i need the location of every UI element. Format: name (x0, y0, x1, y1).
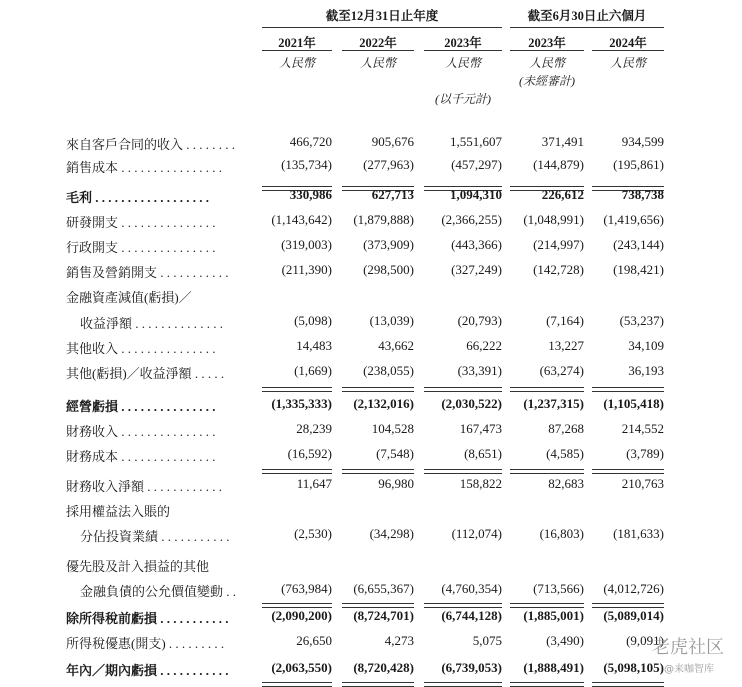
row-value-col-2: (8,720,428) (353, 660, 414, 675)
row-value-col-1: (319,003) (281, 237, 332, 252)
row-value-col-2: 905,676 (371, 134, 414, 149)
row-label: 除所得稅前虧損 . . . . . . . . . . . (66, 611, 229, 626)
subtotal-rule (510, 387, 584, 388)
header-currency-1: 人民幣 (278, 56, 315, 70)
subtotal-rule (342, 391, 414, 392)
row-label: 經營虧損 . . . . . . . . . . . . . . . (66, 399, 216, 414)
row-label: 財務收入淨額 . . . . . . . . . . . . (66, 479, 223, 494)
row-value-col-2: 627,713 (371, 187, 414, 202)
row-value-col-4: 226,612 (541, 187, 584, 202)
row-value-col-1: 14,483 (296, 338, 332, 353)
row-label: 研發開支 . . . . . . . . . . . . . . . (66, 215, 216, 230)
subtotal-rule (592, 603, 664, 604)
header-currency-4: 人民幣 (528, 56, 565, 70)
subtotal-rule (342, 387, 414, 388)
row-value-col-1: (763,984) (281, 581, 332, 596)
row-value-col-3: 158,822 (459, 476, 502, 491)
row-value-col-2: (8,724,701) (353, 608, 414, 623)
row-label: 收益淨額 . . . . . . . . . . . . . . (80, 316, 224, 331)
row-value-col-3: (443,366) (451, 237, 502, 252)
row-value-col-5: (1,419,656) (603, 212, 664, 227)
header-year-2023-h1: 2023年 (528, 36, 566, 50)
row-value-col-3: 167,473 (459, 421, 502, 436)
row-value-col-1: 11,647 (296, 476, 332, 491)
subtotal-rule (510, 391, 584, 392)
total-rule (510, 682, 584, 683)
header-rule-col-1 (262, 50, 332, 51)
row-label: 金融負債的公允價值變動 . . (80, 584, 237, 599)
row-value-col-5: (9,091) (626, 633, 664, 648)
total-rule (262, 682, 332, 683)
subtotal-rule (510, 603, 584, 604)
row-value-col-1: 26,650 (296, 633, 332, 648)
subtotal-rule (592, 391, 664, 392)
row-value-col-4: 87,268 (548, 421, 584, 436)
subtotal-rule (424, 469, 502, 470)
row-value-col-4: (713,566) (533, 581, 584, 596)
row-value-col-2: (2,132,016) (353, 396, 414, 411)
subtotal-rule (592, 469, 664, 470)
row-value-col-4: (214,997) (533, 237, 584, 252)
row-value-col-5: 210,763 (621, 476, 664, 491)
header-currency-5: 人民幣 (609, 56, 646, 70)
header-unit-note: (以千元計) (435, 92, 491, 106)
row-value-col-4: (3,490) (546, 633, 584, 648)
row-value-col-4: 371,491 (541, 134, 584, 149)
row-value-col-5: 214,552 (621, 421, 664, 436)
row-value-col-3: (2,030,522) (441, 396, 502, 411)
header-group-year-rule (262, 27, 502, 28)
subtotal-rule (424, 387, 502, 388)
subtotal-rule (262, 391, 332, 392)
row-value-col-5: (1,105,418) (603, 396, 664, 411)
row-value-col-1: (2,530) (294, 526, 332, 541)
header-rule-col-3 (424, 50, 502, 51)
row-label: 銷售及營銷開支 . . . . . . . . . . . (66, 265, 229, 280)
row-label: 分佔投資業績 . . . . . . . . . . . (80, 529, 230, 544)
row-value-col-4: (1,885,001) (523, 608, 584, 623)
subtotal-rule (592, 387, 664, 388)
row-value-col-4: (7,164) (546, 313, 584, 328)
row-value-col-2: 43,662 (378, 338, 414, 353)
watermark-tiger-community: 老虎社区 (652, 637, 724, 658)
subtotal-rule (424, 473, 502, 474)
row-value-col-3: (8,651) (464, 446, 502, 461)
row-label: 年內／期內虧損 . . . . . . . . . . . (66, 663, 229, 678)
row-value-col-1: (2,090,200) (271, 608, 332, 623)
row-value-col-2: (6,655,367) (353, 581, 414, 596)
header-unaudited-note: (未經審計) (519, 74, 575, 88)
header-year-2024-h1: 2024年 (609, 36, 647, 50)
subtotal-rule (424, 391, 502, 392)
row-value-col-5: (53,237) (619, 313, 664, 328)
subtotal-rule (262, 469, 332, 470)
row-value-col-1: (1,143,642) (271, 212, 332, 227)
row-value-col-2: 4,273 (384, 633, 414, 648)
subtotal-rule (342, 473, 414, 474)
row-label: 來自客戶合同的收入 . . . . . . . . (66, 137, 236, 152)
row-value-col-3: 5,075 (472, 633, 502, 648)
row-label: 財務收入 . . . . . . . . . . . . . . . (66, 424, 216, 439)
subtotal-rule (424, 603, 502, 604)
row-value-col-5: (3,789) (626, 446, 664, 461)
row-value-col-5: (198,421) (613, 262, 664, 277)
row-value-col-2: (7,548) (376, 446, 414, 461)
row-value-col-2: (13,039) (369, 313, 414, 328)
row-value-col-3: (6,744,128) (441, 608, 502, 623)
row-value-col-3: (457,297) (451, 157, 502, 172)
total-rule (342, 682, 414, 683)
row-value-col-2: (238,055) (363, 363, 414, 378)
subtotal-rule (342, 469, 414, 470)
row-value-col-4: 82,683 (548, 476, 584, 491)
row-value-col-2: (34,298) (369, 526, 414, 541)
row-value-col-5: (181,633) (613, 526, 664, 541)
row-label: 行政開支 . . . . . . . . . . . . . . . (66, 240, 216, 255)
row-value-col-3: (2,366,255) (441, 212, 502, 227)
subtotal-rule (262, 473, 332, 474)
row-value-col-4: (1,048,991) (523, 212, 584, 227)
row-value-col-3: 1,551,607 (450, 134, 502, 149)
row-label: 其他收入 . . . . . . . . . . . . . . . (66, 341, 216, 356)
row-value-col-2: (1,879,888) (353, 212, 414, 227)
row-value-col-3: (20,793) (457, 313, 502, 328)
row-value-col-2: (277,963) (363, 157, 414, 172)
row-value-col-3: (327,249) (451, 262, 502, 277)
subtotal-rule (342, 603, 414, 604)
row-value-col-1: (135,734) (281, 157, 332, 172)
row-value-col-4: (144,879) (533, 157, 584, 172)
header-rule-col-2 (342, 50, 414, 51)
row-value-col-4: (1,888,491) (523, 660, 584, 675)
row-label: 財務成本 . . . . . . . . . . . . . . . (66, 449, 216, 464)
row-value-col-1: (2,063,550) (271, 660, 332, 675)
row-label: 其他(虧損)／收益淨額 . . . . . (66, 366, 225, 381)
row-value-col-3: 1,094,310 (450, 187, 502, 202)
row-value-col-1: (1,335,333) (271, 396, 332, 411)
row-value-col-4: (1,237,315) (523, 396, 584, 411)
row-value-col-4: (4,585) (546, 446, 584, 461)
row-value-col-3: 66,222 (466, 338, 502, 353)
header-currency-2: 人民幣 (359, 56, 396, 70)
row-value-col-5: 36,193 (628, 363, 664, 378)
header-rule-col-4 (510, 50, 584, 51)
header-year-2021: 2021年 (278, 36, 316, 50)
subtotal-rule (510, 469, 584, 470)
row-label: 優先股及計入損益的其他 (66, 559, 210, 574)
row-value-col-2: (373,909) (363, 237, 414, 252)
row-value-col-4: (63,274) (539, 363, 584, 378)
header-rule-col-5 (592, 50, 664, 51)
header-currency-3: 人民幣 (444, 56, 481, 70)
row-value-col-5: (195,861) (613, 157, 664, 172)
row-value-col-3: (112,074) (451, 526, 502, 541)
row-value-col-4: 13,227 (548, 338, 584, 353)
row-value-col-3: (33,391) (457, 363, 502, 378)
row-value-col-2: (298,500) (363, 262, 414, 277)
header-year-2022: 2022年 (359, 36, 397, 50)
row-value-col-3: (6,739,053) (441, 660, 502, 675)
header-group-half: 截至6月30日止六個月 (527, 9, 647, 23)
row-value-col-4: (142,728) (533, 262, 584, 277)
row-value-col-2: 96,980 (378, 476, 414, 491)
row-value-col-1: (1,669) (294, 363, 332, 378)
row-value-col-4: (16,803) (539, 526, 584, 541)
total-rule (424, 682, 502, 683)
row-value-col-5: (243,144) (613, 237, 664, 252)
row-value-col-1: (211,390) (281, 262, 332, 277)
row-label: 所得稅優惠(開支) . . . . . . . . . (66, 636, 225, 651)
row-label: 採用權益法入賬的 (66, 504, 171, 519)
row-value-col-5: 934,599 (621, 134, 664, 149)
header-group-half-rule (510, 27, 664, 28)
watermark-laika: @来咖智库 (664, 664, 714, 675)
row-value-col-1: (16,592) (287, 446, 332, 461)
subtotal-rule (510, 473, 584, 474)
subtotal-rule (262, 603, 332, 604)
row-value-col-2: 104,528 (371, 421, 414, 436)
row-label: 銷售成本 . . . . . . . . . . . . . . . . (66, 160, 223, 175)
row-label: 金融資產減值(虧損)／ (66, 290, 192, 305)
header-year-2023: 2023年 (444, 36, 482, 50)
row-value-col-5: (5,098,105) (603, 660, 664, 675)
row-value-col-1: 28,239 (296, 421, 332, 436)
row-value-col-5: 738,738 (621, 187, 664, 202)
row-value-col-5: 34,109 (628, 338, 664, 353)
row-value-col-5: (4,012,726) (603, 581, 664, 596)
subtotal-rule (592, 473, 664, 474)
row-value-col-1: 466,720 (289, 134, 332, 149)
header-group-year: 截至12月31日止年度 (325, 9, 439, 23)
row-value-col-5: (5,089,014) (603, 608, 664, 623)
row-value-col-1: 330,986 (289, 187, 332, 202)
subtotal-rule (262, 387, 332, 388)
row-value-col-3: (4,760,354) (441, 581, 502, 596)
total-rule (592, 682, 664, 683)
row-value-col-1: (5,098) (294, 313, 332, 328)
row-label: 毛利 . . . . . . . . . . . . . . . . . . (66, 190, 210, 205)
